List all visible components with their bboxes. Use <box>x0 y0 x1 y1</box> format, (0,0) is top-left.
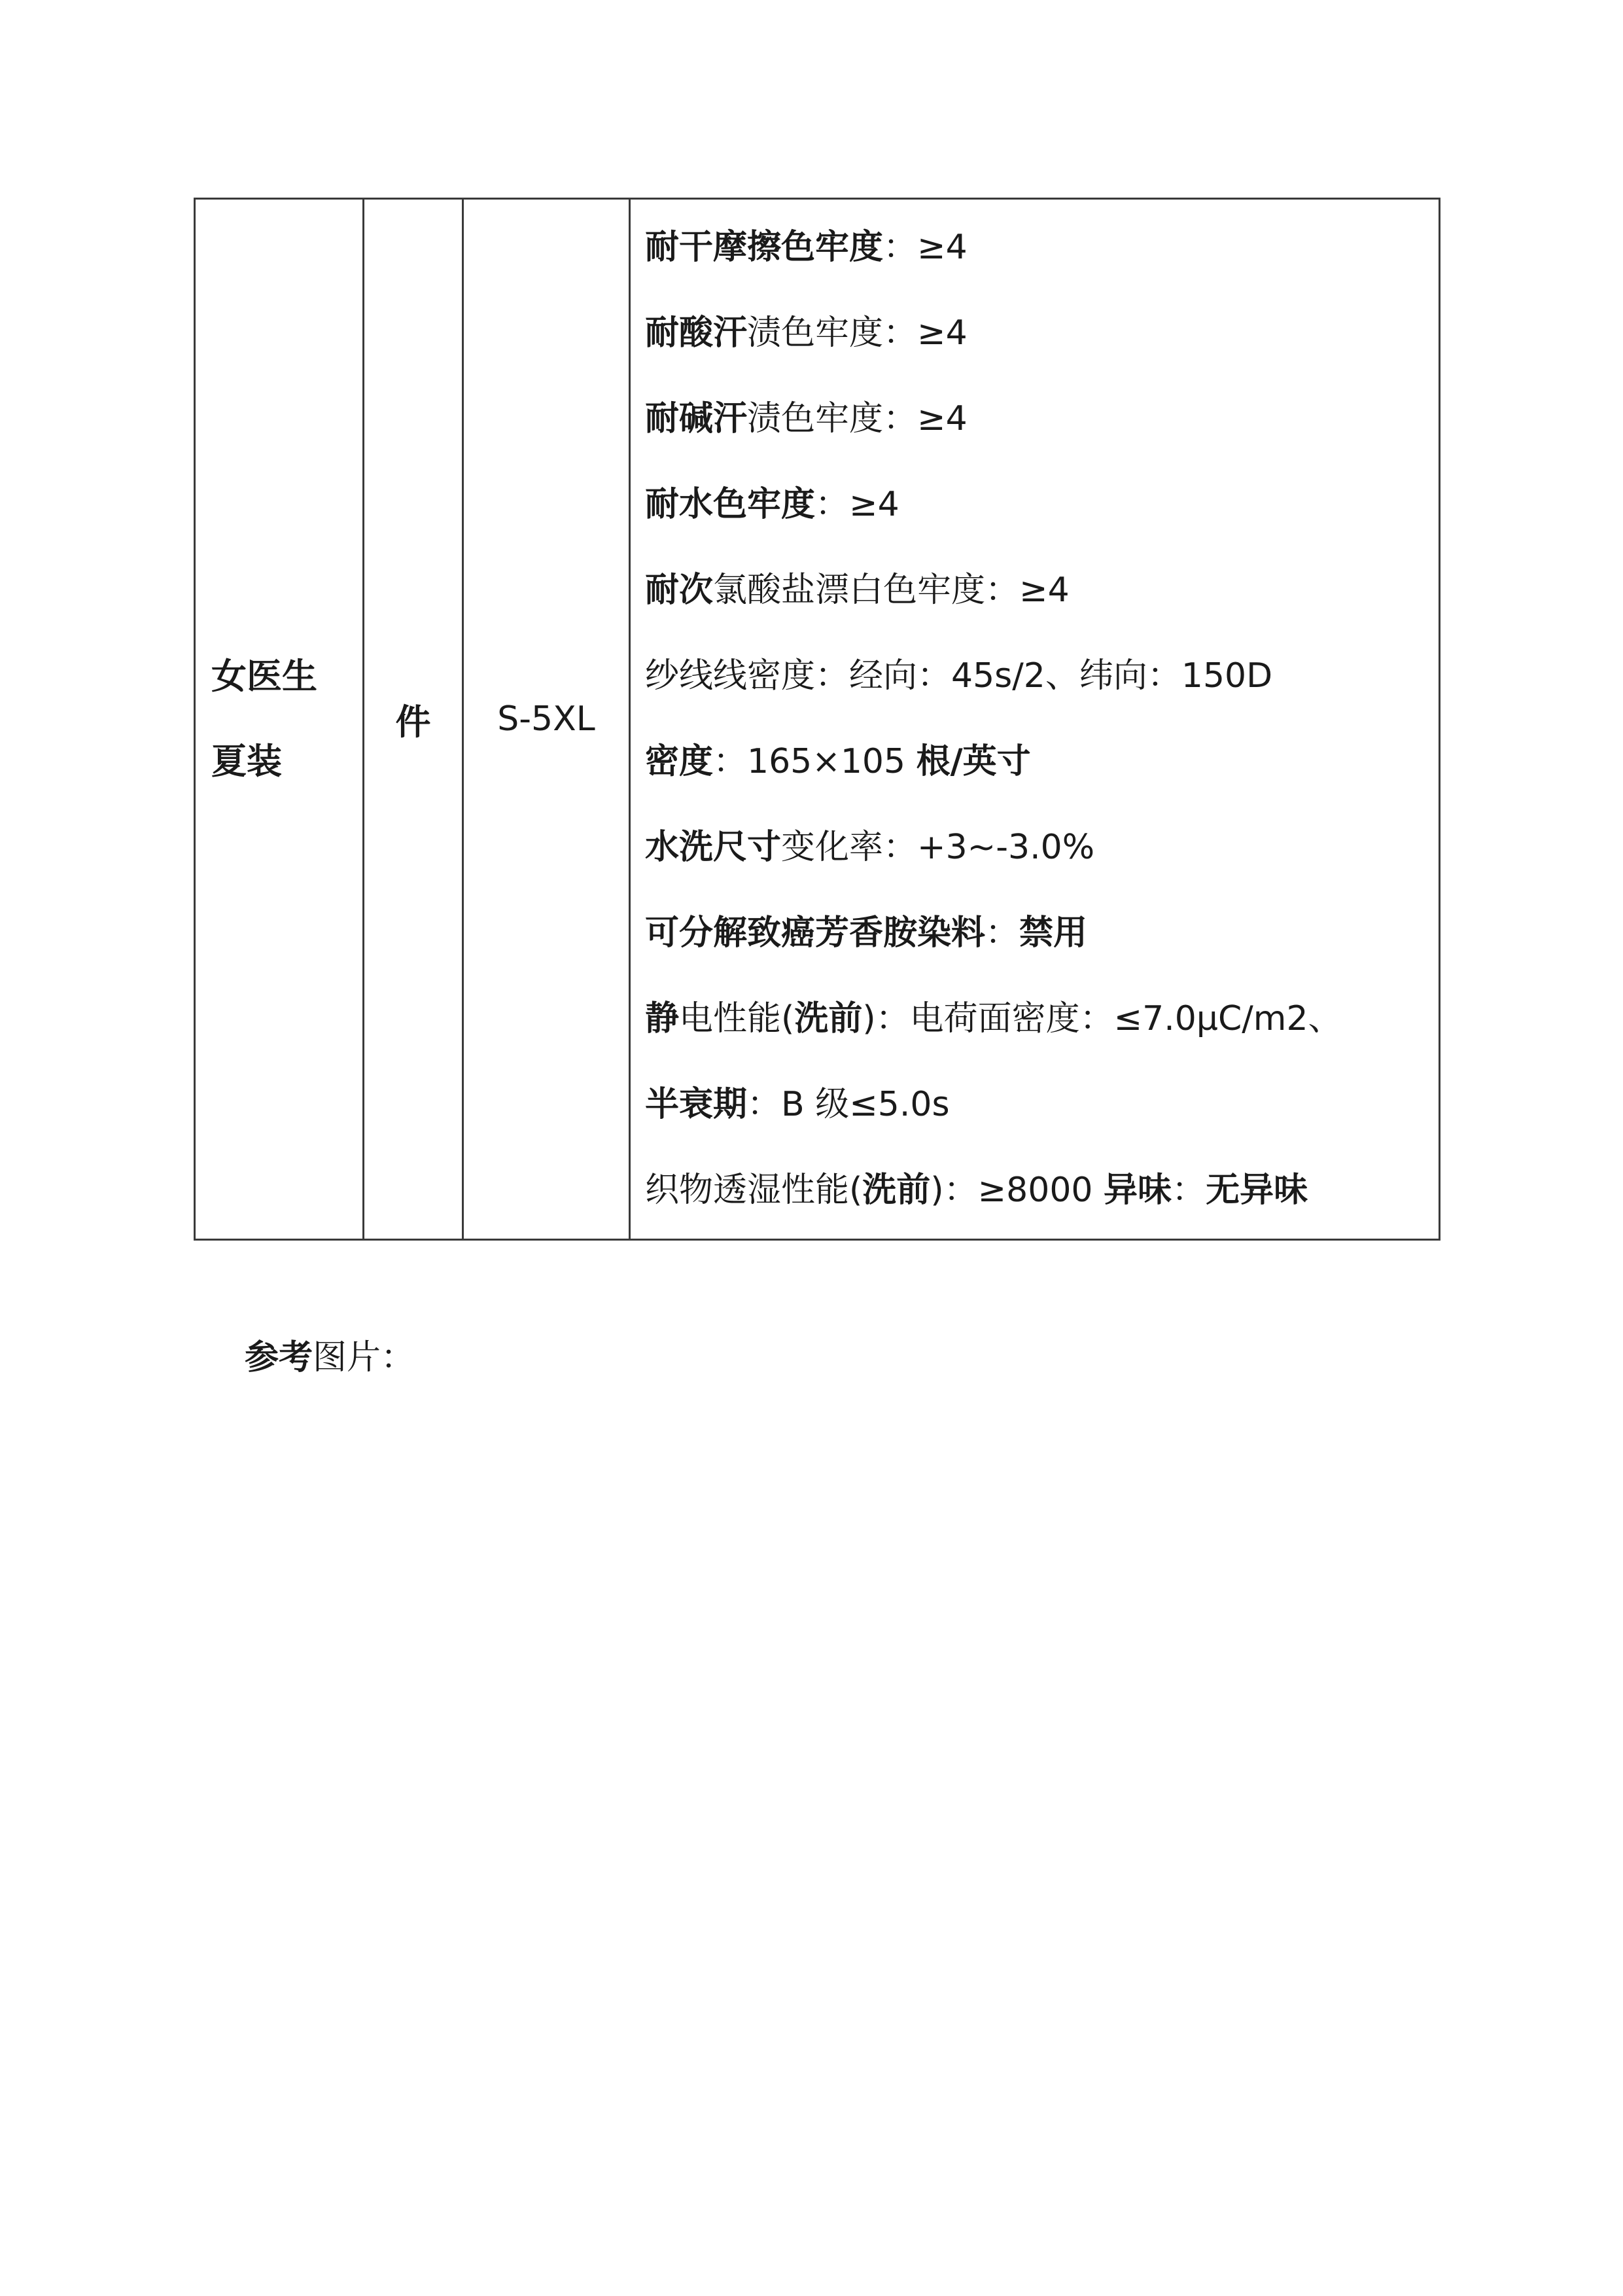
size-range-value: S-5XL <box>497 699 595 739</box>
spec-line <box>645 1062 1439 1148</box>
spec-line <box>645 1148 1439 1233</box>
spec-text: ：≥4 <box>883 228 968 267</box>
spec-label-bold: 可分解致癌芳香胺染料 <box>645 913 986 953</box>
product-name-cell <box>195 199 364 1240</box>
reference-images-title <box>245 1332 415 1384</box>
spec-label-bold: 半衰期 <box>645 1085 748 1124</box>
unit-value: 件 <box>395 701 431 743</box>
reference-title-bold: 参考 <box>245 1338 313 1377</box>
spec-label-bold: 耐干摩擦色牢度 <box>645 228 884 267</box>
size-cell <box>463 199 630 1240</box>
table-row <box>195 199 1440 1240</box>
spec-label-bold: 耐酸汗 <box>645 313 748 353</box>
spec-text: )：≥8000 <box>930 1171 1104 1210</box>
spec-text: 变化率：+3~-3.0% <box>781 828 1095 867</box>
spec-list <box>645 205 1439 1233</box>
spec-text: 氯酸盐漂白色牢度：≥4 <box>713 571 1070 610</box>
unit-cell <box>364 199 463 1240</box>
spec-text: 渍色牢度：≥4 <box>747 399 968 438</box>
spec-text: ： <box>985 913 1020 953</box>
spec-line <box>645 976 1439 1062</box>
spec-line <box>645 891 1439 976</box>
spec-label-bold: 耐碱汗 <box>645 399 748 438</box>
spec-label-bold: 洗前 <box>862 1171 931 1210</box>
spec-label-bold: 禁用 <box>1019 913 1088 953</box>
spec-line <box>645 805 1439 891</box>
product-name-line1: 女医生 <box>211 656 317 697</box>
spec-label-bold: 水洗尺寸 <box>645 828 782 867</box>
spec-line <box>645 548 1439 633</box>
product-name-line2: 夏装 <box>211 741 282 782</box>
spec-label-bold: 异味 <box>1104 1171 1172 1210</box>
spec-line <box>645 205 1439 291</box>
spec-line <box>645 719 1439 805</box>
spec-text: ：≥4 <box>815 485 899 524</box>
spec-text: 织物透湿性能( <box>645 1171 863 1210</box>
spec-label-bold: 耐水色牢度 <box>645 485 816 524</box>
spec-line <box>645 462 1439 548</box>
spec-label-bold: 无异味 <box>1206 1171 1308 1210</box>
spec-text: 渍色牢度：≥4 <box>747 313 968 353</box>
spec-text: 纱线线密度：经向：45s/2、纬向：150D <box>645 656 1273 696</box>
reference-title-rest: 图片： <box>313 1338 415 1377</box>
spec-label-bold: 根/英寸 <box>916 742 1031 781</box>
product-spec-table <box>194 198 1440 1241</box>
spec-label-bold: 密度 <box>645 742 714 781</box>
spec-line <box>645 376 1439 462</box>
spec-text: ：165×105 <box>713 742 916 781</box>
spec-label-bold: 耐次 <box>645 571 714 610</box>
spec-line <box>645 291 1439 376</box>
spec-text: ： <box>1172 1171 1206 1210</box>
spec-text: ：B 级≤5.0s <box>747 1085 950 1124</box>
spec-label-bold: 静 <box>645 999 680 1038</box>
spec-line <box>645 633 1439 719</box>
spec-text: )：电荷面密度：≤7.0μC/m2、 <box>862 999 1342 1038</box>
spec-text: 电性能( <box>679 999 795 1038</box>
spec-label-bold: 洗前 <box>794 999 863 1038</box>
spec-cell <box>630 199 1440 1240</box>
